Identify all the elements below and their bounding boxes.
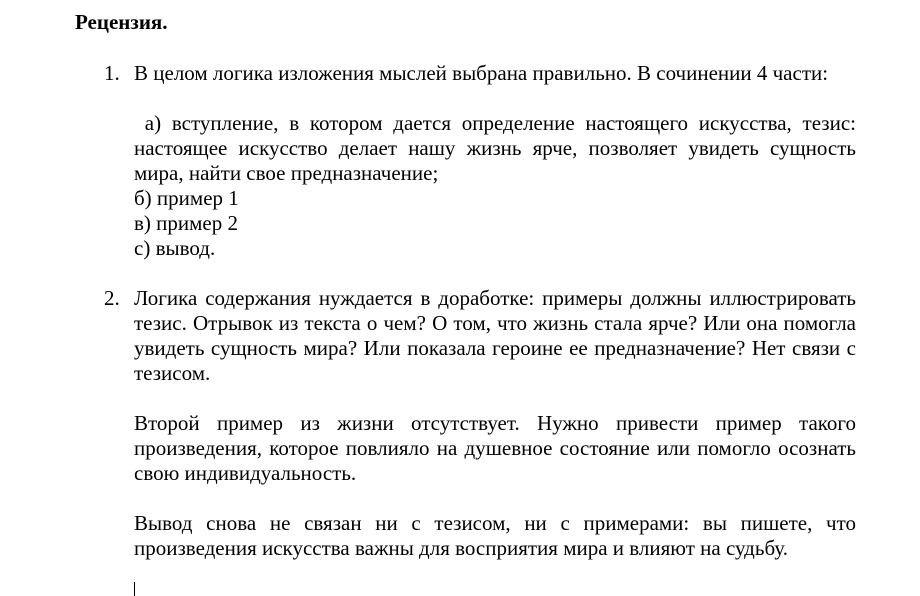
item-paragraph-3: Вывод снова не связан ни с тезисом, ни с примерами: вы пишете, что произведения искусства важны для восприятия мира и влияют на судьбу. (134, 511, 856, 560)
list-item-body (134, 286, 856, 561)
item-part-c: в) пример 2 (134, 211, 238, 235)
item-paragraph-1: Логика содержания нуждается в доработке: примеры должны иллюстрировать тезис. Отрывок из текста о чем? О том, что жизнь стала ярче? Или она помогла увидеть сущность мира? Или показала героине ее предназначение? Нет связи с тезисом. (134, 286, 856, 385)
document-heading: Рецензия. (75, 10, 168, 34)
item-part-d: с) вывод. (134, 236, 216, 260)
item-part-b: б) пример 1 (134, 186, 239, 210)
text-cursor (134, 582, 135, 596)
list-item-body (134, 61, 862, 261)
item-intro: В целом логика изложения мыслей выбрана правильно. В сочинении 4 части: (134, 61, 829, 85)
item-paragraph-2: Второй пример из жизни отсутствует. Нужно привести пример такого произведения, которое повлияло на душевное состояние или помогло осознать свою индивидуальность. (134, 411, 856, 485)
list-item-number: 1. (104, 61, 120, 85)
item-part-a: а) вступление, в котором дается определение настоящего искусства, тезис: настоящее искусство делает нашу жизнь ярче, позволяет увидеть сущность мира, найти свое предназначение; (134, 111, 862, 185)
list-item-number: 2. (104, 286, 120, 310)
